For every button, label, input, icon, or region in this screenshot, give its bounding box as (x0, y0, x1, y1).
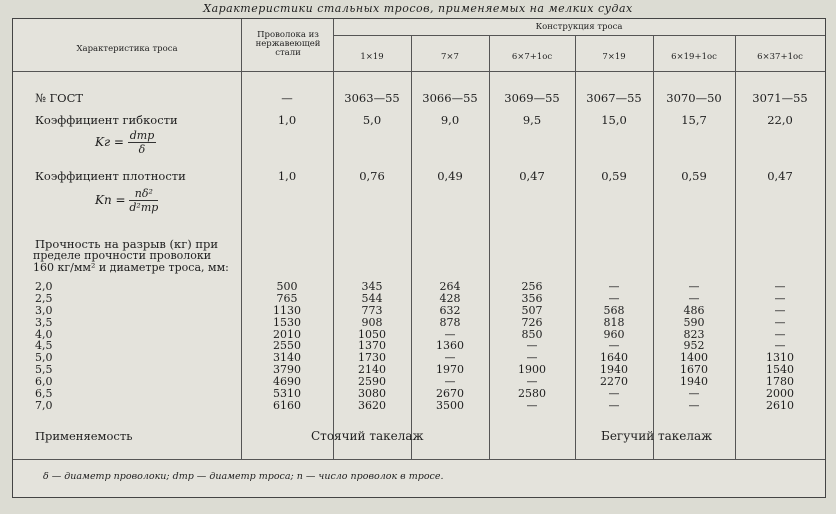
strength-label-line: пределе прочности проволоки (33, 249, 212, 262)
strength-value: 1940 (680, 375, 708, 389)
strength-column (735, 281, 825, 412)
strength-column (241, 281, 333, 412)
footer-rule (13, 459, 825, 460)
diameter-value: 3,5 (35, 315, 53, 329)
usage-standing: Стоячий такелаж (311, 429, 424, 443)
strength-value: 1900 (518, 363, 546, 377)
density-label: Коэффициент плотности (35, 169, 186, 183)
strength-value: — (526, 339, 538, 353)
density-value: 0,47 (767, 169, 793, 183)
flex-numerator: dтр (129, 129, 155, 142)
flex-value: 5,0 (362, 113, 382, 127)
strength-value: 2010 (273, 327, 301, 341)
flex-formula-lhs: Kг = (95, 135, 124, 149)
density-denominator: d²тр (129, 201, 159, 214)
strength-value: 850 (521, 327, 543, 341)
gost-value: 3069—55 (504, 91, 560, 105)
strength-value: 3620 (358, 398, 386, 412)
strength-value: 356 (521, 291, 543, 305)
strength-value: 1370 (358, 339, 386, 353)
header-col-1x19: 1×19 (360, 52, 384, 62)
flex-value: 9,5 (522, 113, 542, 127)
header-col-6x19: 6×19+1ос (671, 52, 717, 62)
header-col-6x37: 6×37+1ос (757, 52, 803, 62)
diameter-value: 4,0 (35, 327, 53, 341)
strength-value: 1670 (680, 363, 708, 377)
gost-value: 3066—55 (422, 91, 478, 105)
diameter-value: 5,0 (35, 351, 53, 365)
strength-value: — (444, 351, 456, 365)
density-value: 0,59 (601, 169, 627, 183)
strength-value: — (774, 327, 786, 341)
table-title: Характеристики стальных тросов, применяемых на мелких судах (203, 2, 633, 15)
strength-value: 256 (521, 280, 543, 293)
diameter-value: 2,0 (35, 280, 53, 293)
strength-value: 3140 (273, 351, 301, 365)
gost-value: 3070—50 (666, 91, 722, 105)
strength-value: — (774, 280, 786, 293)
density-value: 0,59 (681, 169, 707, 183)
flex-value: 15,7 (681, 113, 707, 127)
header-wire: Проволока из нержавеющей стали (255, 30, 321, 58)
usage-running: Бегучий такелаж (601, 429, 713, 443)
strength-value: 818 (603, 315, 625, 329)
strength-value: 590 (683, 315, 705, 329)
strength-value: 428 (439, 291, 461, 305)
strength-value: — (688, 398, 700, 412)
flex-formula (95, 129, 156, 156)
strength-value: 2000 (766, 387, 794, 401)
header-col-7x19: 7×19 (602, 52, 626, 62)
density-formula-lhs: Kп = (95, 193, 126, 207)
strength-value: 5310 (273, 387, 301, 401)
strength-value: 1940 (600, 363, 628, 377)
strength-value: — (608, 291, 620, 305)
strength-value: — (688, 280, 700, 293)
strength-value: — (774, 339, 786, 353)
strength-value: 507 (521, 303, 543, 317)
strength-column (489, 281, 575, 412)
strength-value: 4690 (273, 375, 301, 389)
strength-value: 726 (521, 315, 543, 329)
strength-value: — (608, 280, 620, 293)
strength-value: 908 (361, 315, 383, 329)
strength-value: 1310 (766, 351, 794, 365)
diameter-value: 2,5 (35, 291, 53, 305)
diameter-value: 6,5 (35, 387, 53, 401)
strength-value: 1970 (436, 363, 464, 377)
flex-value: 9,0 (440, 113, 460, 127)
diameter-value: 6,0 (35, 375, 53, 389)
strength-column (333, 281, 411, 412)
flex-value: 1,0 (277, 113, 297, 127)
strength-value: 1400 (680, 351, 708, 365)
strength-value: — (526, 351, 538, 365)
strength-value: 1730 (358, 351, 386, 365)
strength-value: — (608, 387, 620, 401)
strength-value: 2670 (436, 387, 464, 401)
strength-column (575, 281, 653, 412)
strength-value: 544 (361, 291, 383, 305)
strength-value: — (608, 398, 620, 412)
density-formula (95, 187, 158, 214)
strength-value: 960 (603, 327, 625, 341)
strength-label-line: Прочность на разрыв (кг) при (35, 237, 219, 251)
strength-value: 6160 (273, 398, 301, 412)
strength-column (653, 281, 735, 412)
strength-value: 823 (683, 327, 705, 341)
density-numerator: nδ² (129, 187, 158, 201)
strength-value: 773 (361, 303, 383, 317)
strength-value: 264 (439, 280, 461, 293)
gost-value: — (281, 91, 293, 105)
strength-value: 1130 (273, 303, 301, 317)
strength-value: 2590 (358, 375, 386, 389)
strength-value: 1540 (766, 363, 794, 377)
flex-value: 15,0 (601, 113, 627, 127)
gost-value: 3063—55 (344, 91, 400, 105)
strength-value: — (526, 375, 538, 389)
strength-value: 952 (683, 339, 705, 353)
strength-value: 2550 (273, 339, 301, 353)
header-col-6x7: 6×7+1ос (511, 52, 553, 62)
diameter-value: 5,5 (35, 363, 53, 377)
footnote: δ — диаметр проволоки; dтр — диаметр троса; n — число проволок в тросе. (43, 471, 444, 482)
flex-fraction (128, 129, 157, 156)
diameter-value: 4,5 (35, 339, 53, 353)
strength-value: 1050 (358, 327, 386, 341)
header-rule-bottom (13, 71, 825, 72)
flex-value: 22,0 (767, 113, 793, 127)
strength-value: 568 (603, 303, 625, 317)
gost-value: 3067—55 (586, 91, 642, 105)
strength-value: 2610 (766, 398, 794, 412)
strength-value: 878 (439, 315, 461, 329)
strength-value: 632 (439, 303, 461, 317)
usage-label: Применяемость (35, 429, 133, 443)
header-rule-top (333, 35, 825, 36)
strength-value: — (444, 327, 456, 341)
strength-value: — (774, 303, 786, 317)
density-value: 0,76 (359, 169, 385, 183)
strength-value: — (688, 387, 700, 401)
strength-value: 345 (361, 280, 383, 293)
strength-value: — (526, 398, 538, 412)
strength-value: 3500 (436, 398, 464, 412)
diameter-value: 3,0 (35, 303, 53, 317)
diameter-value: 7,0 (35, 398, 53, 412)
diameter-column (35, 281, 75, 412)
strength-value: — (444, 375, 456, 389)
header-construction: Конструкция троса (535, 22, 623, 32)
strength-column (411, 281, 489, 412)
density-value: 0,49 (437, 169, 463, 183)
strength-value: 2580 (518, 387, 546, 401)
gost-value: 3071—55 (752, 91, 808, 105)
strength-value: 2140 (358, 363, 386, 377)
density-fraction (129, 187, 158, 214)
density-value: 1,0 (277, 169, 297, 183)
flex-denominator: δ (138, 143, 146, 156)
strength-value: 1640 (600, 351, 628, 365)
table-frame (12, 18, 826, 498)
strength-value: — (774, 315, 786, 329)
strength-value: — (608, 339, 620, 353)
strength-value: 3790 (273, 363, 301, 377)
strength-label-line: 160 кг/мм² и диаметре троса, мм: (33, 261, 229, 274)
strength-value: 1780 (766, 375, 794, 389)
header-col-7x7: 7×7 (441, 52, 459, 62)
strength-value: — (774, 291, 786, 305)
density-value: 0,47 (519, 169, 545, 183)
strength-value: 500 (276, 280, 298, 293)
strength-value: 3080 (358, 387, 386, 401)
strength-value: 2270 (600, 375, 628, 389)
header-characteristic: Характеристика троса (76, 44, 178, 54)
strength-value: 486 (683, 303, 705, 317)
strength-value: — (688, 291, 700, 305)
strength-value: 1360 (436, 339, 464, 353)
gost-label: № ГОСТ (35, 91, 84, 105)
flex-label: Коэффициент гибкости (35, 113, 178, 127)
strength-value: 765 (276, 291, 298, 305)
strength-value: 1530 (273, 315, 301, 329)
